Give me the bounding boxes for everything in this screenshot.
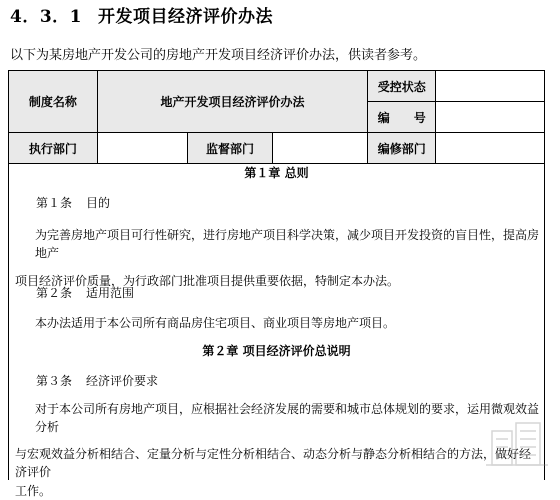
article-2-number: 第２条 [36, 286, 73, 300]
article-3-number: 第３条 [36, 374, 73, 388]
value-control-status [436, 71, 545, 102]
article-1-title: 目的 [86, 196, 111, 210]
section-title: 开发项目经济评价办法 [98, 7, 273, 27]
value-regulation-name: 地产开发项目经济评价办法 [97, 71, 367, 133]
article-1-heading [36, 194, 110, 212]
article-3-title: 经济评价要求 [86, 374, 159, 388]
article-1-line: 项目经济评价质量，为行政部门批准项目提供重要依据，特制定本办法。 [15, 274, 400, 288]
article-3-line: 对于本公司所有房地产项目，应根据社会经济发展的需要和城市总体规划的要求，运用微观效益分析 [35, 402, 540, 434]
value-number [436, 102, 545, 133]
article-1-paragraph [15, 226, 540, 290]
label-regulation-name: 制度名称 [9, 71, 98, 133]
article-1-number: 第１条 [36, 196, 73, 210]
intro-text: 以下为某房地产开发公司的房地产开发项目经济评价办法，供读者参考。 [10, 48, 427, 63]
value-edit-dept [436, 133, 545, 164]
article-3-line: 与宏观效益分析相结合、定量分析与定性分析相结合、动态分析与静态分析相结合的方法，做好经济评价 [15, 447, 532, 479]
value-exec-dept [97, 133, 187, 164]
article-3-heading [36, 372, 158, 390]
label-number: 编 号 [368, 102, 436, 133]
chapter-2-heading: 第２章 项目经济评价总说明 [202, 344, 351, 358]
article-3-line: 工作。 [15, 484, 52, 498]
regulation-body [8, 160, 545, 498]
building-watermark-icon [482, 417, 552, 469]
label-exec-dept: 执行部门 [9, 133, 98, 164]
article-2-line: 本办法适用于本公司所有商品房住宅项目、商业项目等房地产项目。 [35, 316, 396, 330]
regulation-form-table [8, 70, 545, 164]
label-edit-dept: 编修部门 [368, 133, 436, 164]
article-1-line: 为完善房地产项目可行性研究，进行房地产项目科学决策，减少项目开发投资的盲目性，提高房地产 [35, 228, 540, 260]
label-supervise-dept: 监督部门 [187, 133, 273, 164]
value-supervise-dept [273, 133, 368, 164]
section-number: 4．3．1 [10, 7, 82, 27]
section-heading [10, 2, 273, 27]
chapter-1-heading: 第１章 总则 [244, 166, 309, 180]
label-control-status: 受控状态 [368, 71, 436, 102]
article-2-title: 适用范围 [86, 286, 135, 300]
article-2-heading [36, 284, 134, 302]
article-3-paragraph [15, 400, 540, 500]
article-2-paragraph [15, 314, 540, 332]
